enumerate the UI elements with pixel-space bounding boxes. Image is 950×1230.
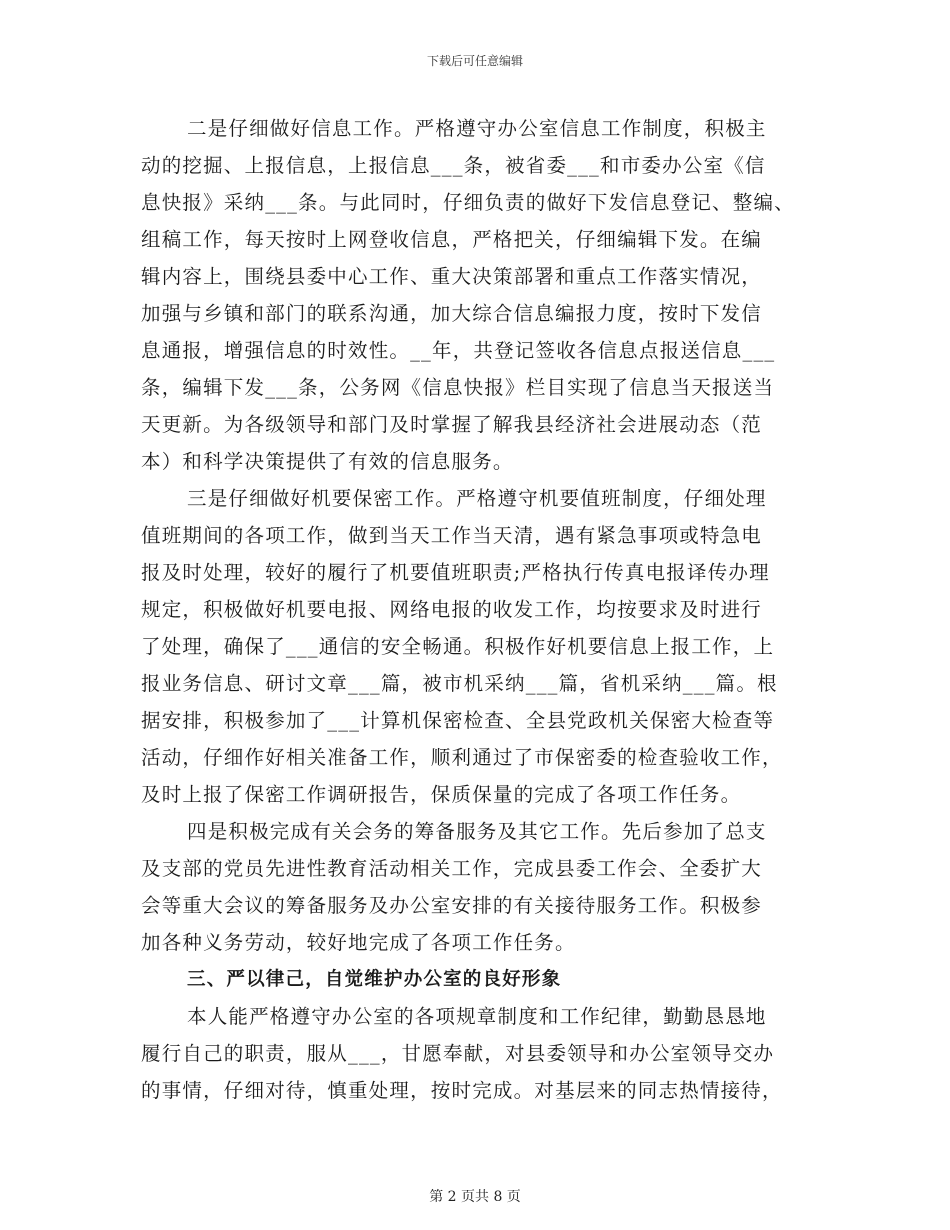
paragraph-line: 组稿工作，每天按时上网登收信息，严格把关，仔细编辑下发。在编	[141, 228, 763, 251]
paragraph-line: 本人能严格遵守办公室的各项规章制度和工作纪律，勤勤恳恳地	[187, 1005, 767, 1028]
paragraph-line: 报业务信息、研讨文章___篇，被市机采纳___篇，省机采纳___篇。根	[141, 672, 778, 695]
paragraph-line: 四是积极完成有关会务的筹备服务及其它工作。先后参加了总支	[187, 820, 767, 843]
paragraph-line: 据安排，积极参加了___计算机保密检查、全县党政机关保密大检查等	[141, 709, 775, 732]
paragraph-line: 值班期间的各项工作，做到当天工作当天清，遇有紧急事项或特急电	[141, 524, 763, 547]
paragraph-line: 加各种义务劳动，较好地完成了各项工作任务。	[141, 931, 576, 954]
paragraph-line: 活动，仔细作好相关准备工作，顺利通过了市保密委的检查验收工作，	[141, 746, 783, 769]
paragraph-line: 报及时处理，较好的履行了机要值班职责;严格执行传真电报译传办理	[141, 561, 770, 584]
paragraph-line: 息通报，增强信息的时效性。__年，共登记签收各信息点报送信息___	[141, 339, 776, 362]
paragraph-line: 息快报》采纳___条。与此同时，仔细负责的做好下发信息登记、整编、	[141, 191, 795, 214]
paragraph-line: 辑内容上，围绕县委中心工作、重大决策部署和重点工作落实情况，	[141, 265, 763, 288]
paragraph-line: 加强与乡镇和部门的联系沟通，加大综合信息编报力度，按时下发信	[141, 302, 763, 325]
body-text	[141, 110, 813, 1109]
page-number: 第 2 页共 8 页	[429, 1189, 521, 1205]
paragraph-line: 动的挖掘、上报信息，上报信息___条，被省委___和市委办公室《信	[141, 154, 766, 177]
paragraph-line: 二是仔细做好信息工作。严格遵守办公室信息工作制度，积极主	[187, 117, 767, 140]
paragraph-line: 三是仔细做好机要保密工作。严格遵守机要值班制度，仔细处理	[187, 487, 767, 510]
paragraph-line: 的事情，仔细对待，慎重处理，按时完成。对基层来的同志热情接待，	[141, 1079, 783, 1102]
paragraph-line: 会等重大会议的筹备服务及办公室安排的有关接待服务工作。积极参	[141, 894, 763, 917]
paragraph-line: 及支部的党员先进性教育活动相关工作，完成县委工作会、全委扩大	[141, 857, 763, 880]
paragraph-line: 了处理，确保了___通信的安全畅通。积极作好机要信息上报工作，上	[141, 635, 775, 658]
header-note: 下载后可任意编辑	[426, 54, 523, 68]
section-heading: 三、严以律己，自觉维护办公室的良好形象	[187, 969, 562, 990]
paragraph-line: 本）和科学决策提供了有效的信息服务。	[141, 450, 514, 473]
paragraph-line: 履行自己的职责，服从___，甘愿奉献，对县委领导和办公室领导交办	[141, 1042, 775, 1065]
paragraph-line: 规定，积极做好机要电报、网络电报的收发工作，均按要求及时进行	[141, 598, 763, 621]
paragraph-line: 及时上报了保密工作调研报告，保质保量的完成了各项工作任务。	[141, 783, 742, 806]
paragraph-line: 天更新。为各级领导和部门及时掌握了解我县经济社会进展动态（范	[141, 413, 763, 436]
paragraph-line: 条，编辑下发___条，公务网《信息快报》栏目实现了信息当天报送当	[141, 376, 775, 399]
